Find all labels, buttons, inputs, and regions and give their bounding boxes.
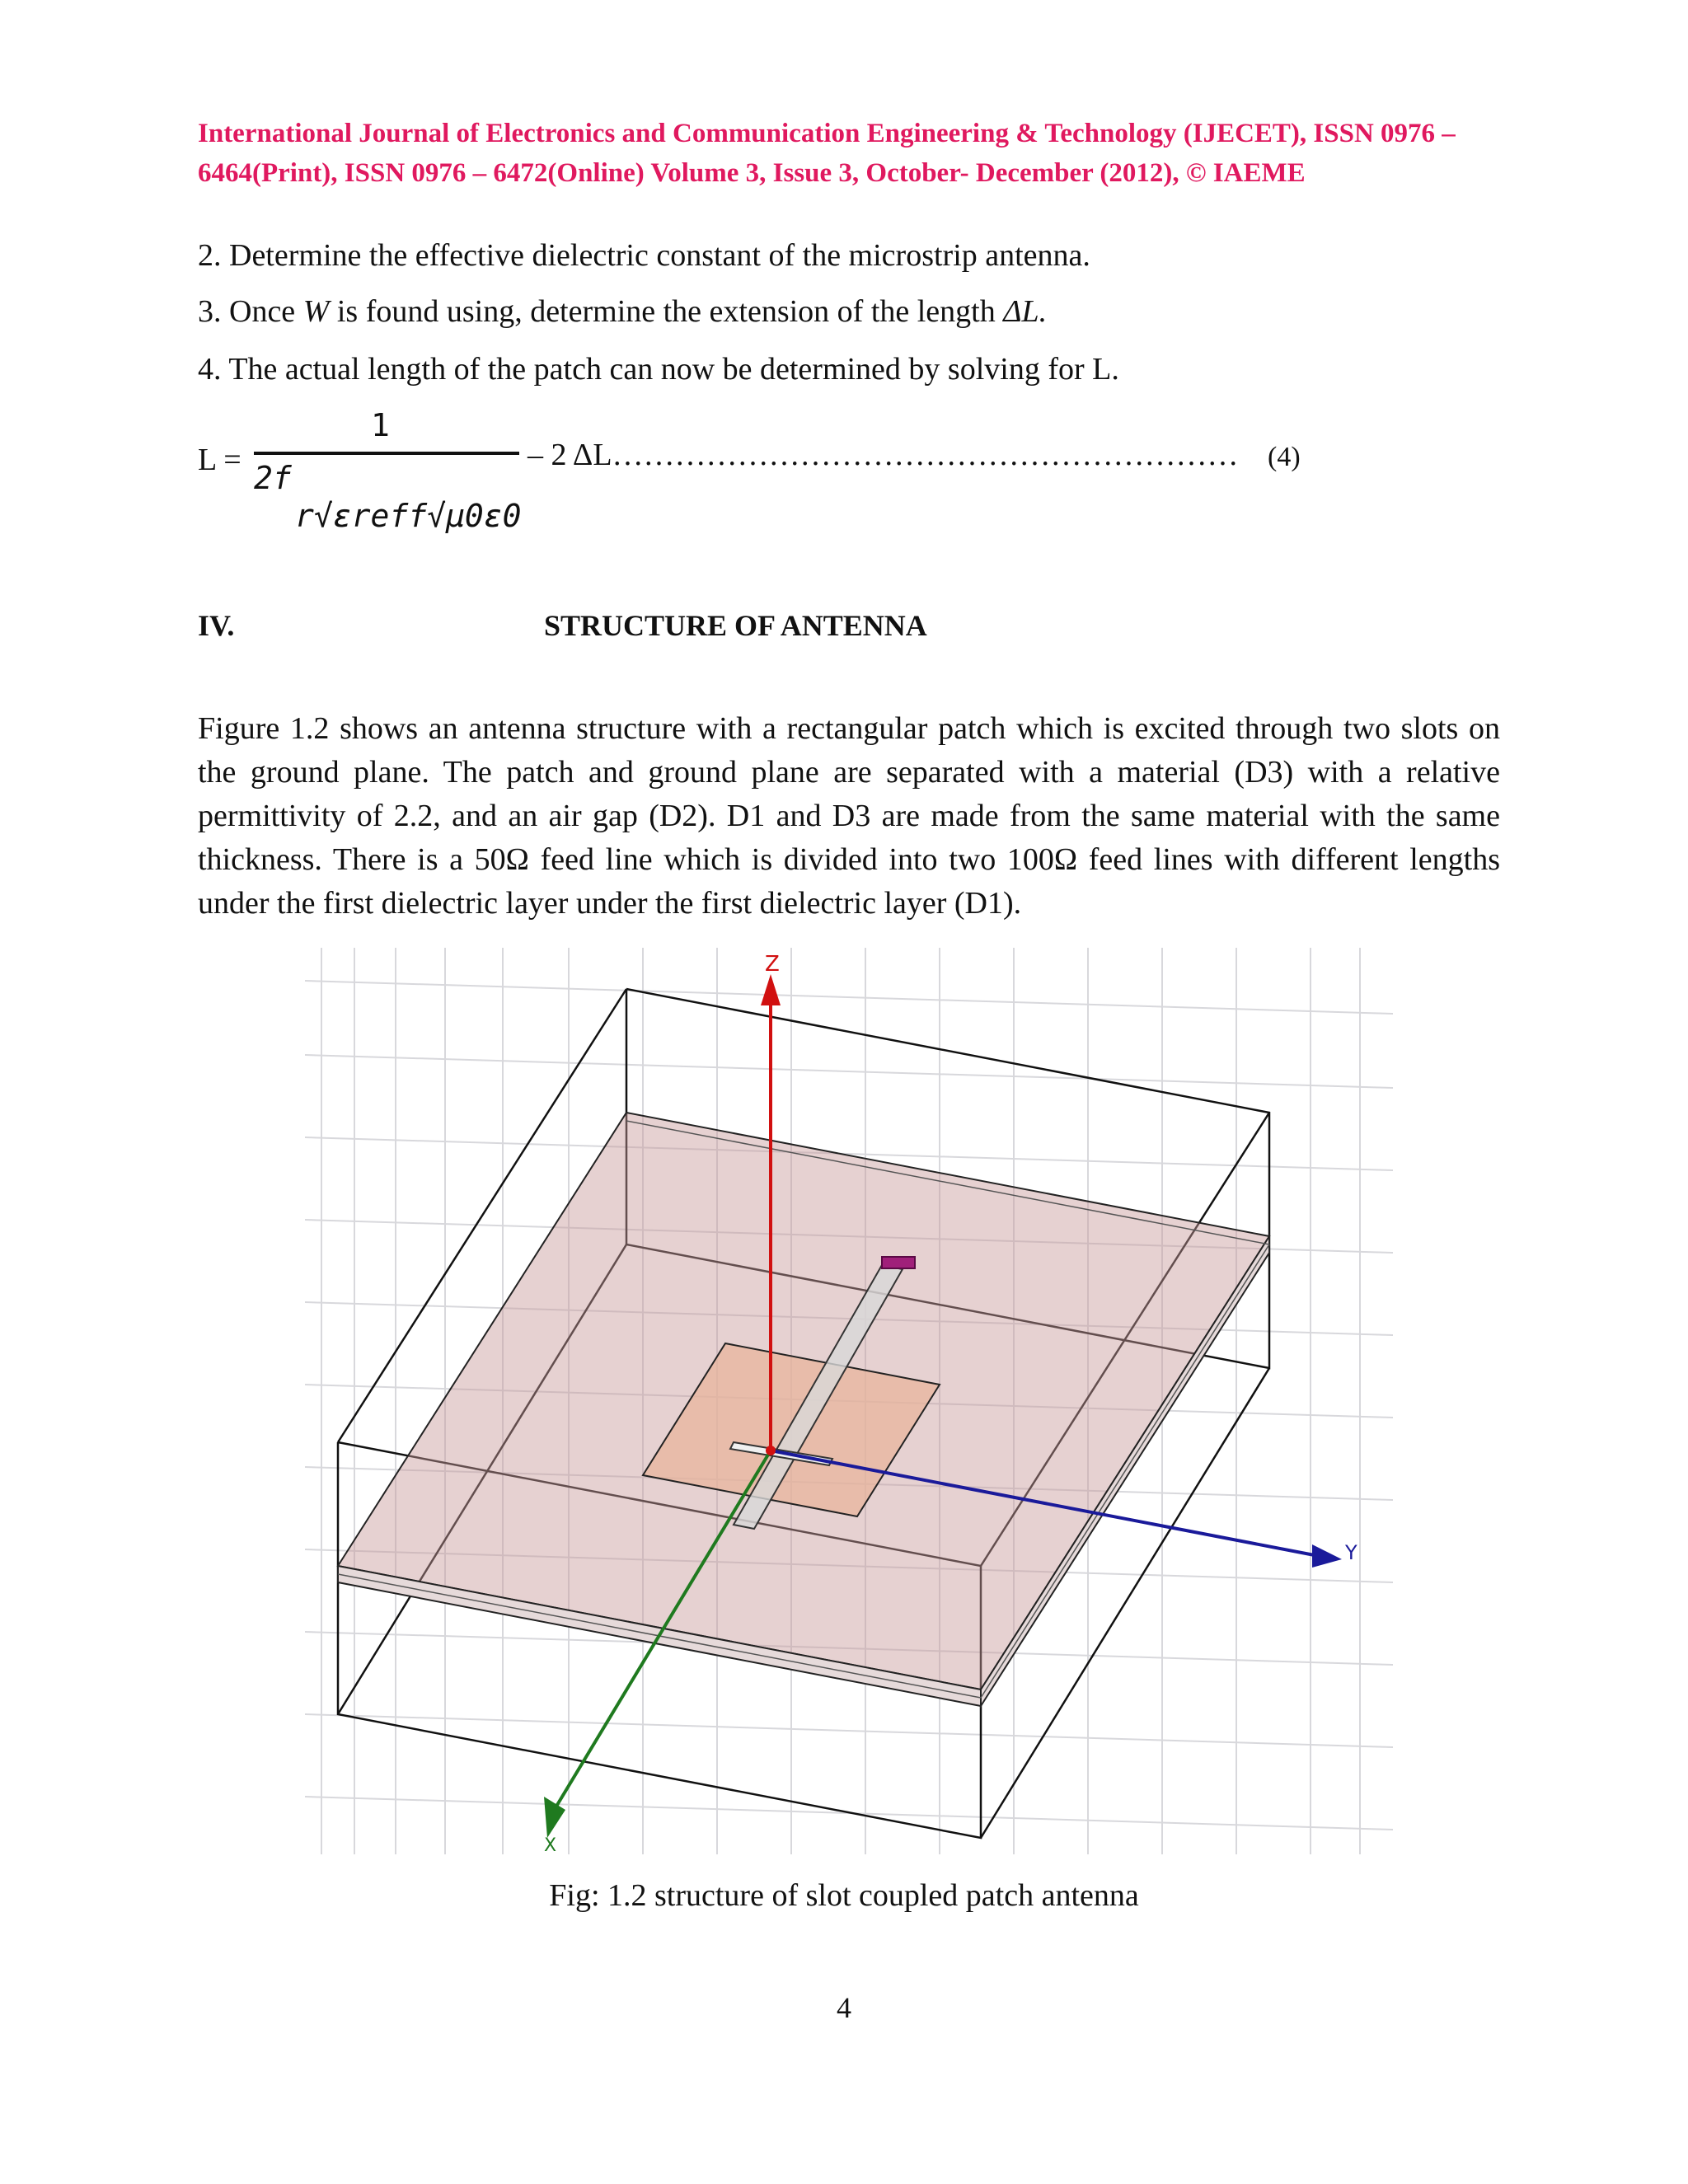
section-number: IV. (198, 609, 235, 642)
y-axis-label: Y (1345, 1541, 1357, 1564)
equation-lhs: L = (198, 443, 241, 477)
step-2: 2. Determine the effective dielectric constant of the microstrip antenna. (198, 238, 1090, 273)
fraction-bar (254, 452, 519, 455)
equation-number: (4) (1268, 442, 1301, 472)
equation-denominator-line2: r√εreff√μ0ε0 (295, 498, 522, 534)
feed-port (882, 1257, 915, 1268)
origin-marker (766, 1446, 776, 1455)
journal-header-line2: 6464(Print), ISSN 0976 – 6472(Online) Volume 3, Issue 3, October- December (2012), © IAEME (198, 158, 1306, 188)
step-3-delta-l: ΔL. (1003, 294, 1048, 329)
equation-denominator-line1: 2f (254, 460, 292, 496)
step-3 (198, 292, 1047, 331)
equation-numerator: 1 (371, 407, 390, 443)
step-4: 4. The actual length of the patch can now be determined by solving for L. (198, 352, 1119, 387)
step-3-var-w: W (302, 294, 330, 329)
antenna-structure-drawing (305, 948, 1393, 1854)
step-3-text-b: is found using, determine the extension of the length (329, 294, 1004, 329)
z-axis-label: Z (765, 952, 780, 977)
journal-header-line1: International Journal of Electronics and Communication Engineering & Technology (IJECET), ISSN 0976 – (198, 119, 1456, 148)
x-axis-label: X (544, 1835, 557, 1854)
figure-caption: Fig: 1.2 structure of slot coupled patch antenna (549, 1878, 1139, 1913)
page-number: 4 (837, 1991, 851, 2024)
section-title: STRUCTURE OF ANTENNA (544, 609, 927, 642)
journal-header (198, 114, 1500, 193)
antenna-figure (305, 948, 1393, 1854)
step-3-text-a: 3. Once (198, 294, 303, 329)
equation-tail: – 2 ΔL…………………………………………………… (528, 438, 1239, 472)
body-paragraph: Figure 1.2 shows an antenna structure with a rectangular patch which is excited through two slots on the ground plane. The patch and ground plane are separated with a material (D3) with a relative permittivity of 2.2, and an air gap (D2). D1 and D3 are made from the same material with the same thickness. There is a 50Ω feed line which is divided into two 100Ω feed lines with different lengths under the first dielectric layer under the first dielectric layer (D1). (198, 711, 1500, 921)
